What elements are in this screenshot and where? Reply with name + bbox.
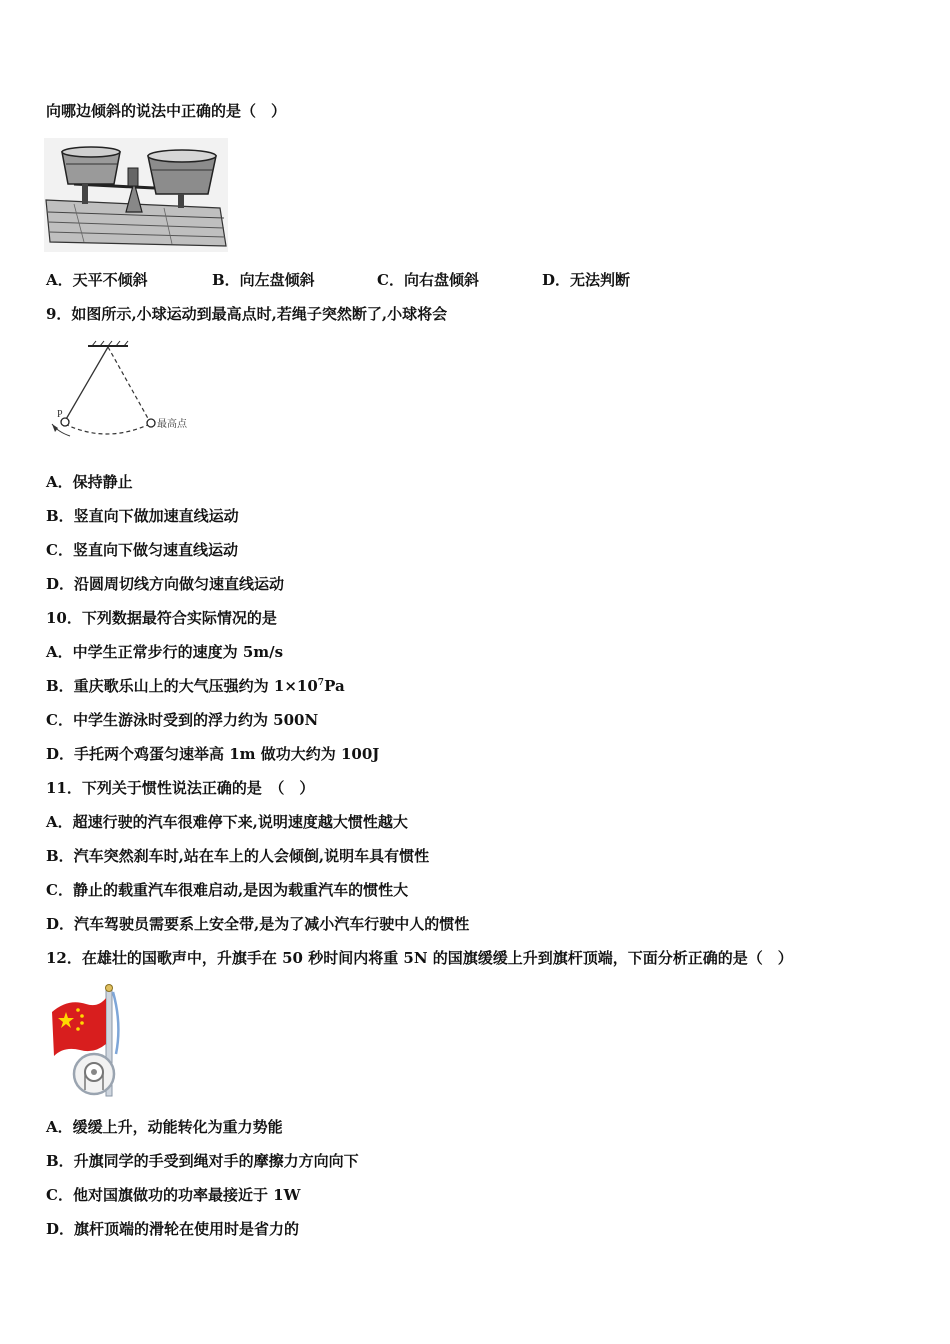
q8-option-c[interactable]: C．向右盘倾斜 [377, 271, 479, 289]
q10-option-d[interactable]: D．手托两个鸡蛋匀速举高 1m 做功大约为 100J [46, 745, 380, 763]
q8-option-d[interactable]: D．无法判断 [542, 271, 631, 289]
q10-option-b[interactable] [46, 676, 345, 696]
q8-option-a[interactable]: A．天平不倾斜 [46, 271, 148, 289]
q8-stem-tail: 向哪边倾斜的说法中正确的是（ ） [46, 102, 287, 120]
q9-stem: 9．如图所示,小球运动到最高点时,若绳子突然断了,小球将会 [46, 305, 448, 323]
q10-stem: 10．下列数据最符合实际情况的是 [46, 609, 277, 627]
q10-option-b-suffix: Pa [324, 677, 345, 695]
q11-option-b[interactable]: B．汽车突然刹车时,站在车上的人会倾倒,说明车具有惯性 [46, 847, 430, 865]
q12-option-a[interactable]: A．缓缓上升，动能转化为重力势能 [46, 1118, 283, 1136]
q10-option-b-exponent: 7 [317, 678, 325, 688]
q12-option-d[interactable]: D．旗杆顶端的滑轮在使用时是省力的 [46, 1220, 300, 1238]
q12-stem: 12．在雄壮的国歌声中，升旗手在 50 秒时间内将重 5N 的国旗缓缓上升到旗杆顶端，下面分析正确的是（ ） [46, 949, 793, 967]
q9-option-b[interactable]: B．竖直向下做加速直线运动 [46, 507, 239, 525]
q10-option-b-prefix: B．重庆歌乐山上的大气压强约为 1×10 [46, 677, 318, 695]
pendulum-p-label: P [57, 409, 63, 420]
pendulum-icon [44, 340, 204, 444]
flag-pulley-icon [46, 984, 126, 1098]
q11-option-d[interactable]: D．汽车驾驶员需要系上安全带,是为了减小汽车行驶中人的惯性 [46, 915, 470, 933]
q11-option-a[interactable]: A．超速行驶的汽车很难停下来,说明速度越大惯性越大 [46, 813, 408, 831]
q11-stem: 11．下列关于惯性说法正确的是 （ ） [46, 779, 315, 797]
q9-option-c[interactable]: C．竖直向下做匀速直线运动 [46, 541, 238, 559]
q12-option-c[interactable]: C．他对国旗做功的功率最接近于 1W [46, 1186, 301, 1204]
q11-option-c[interactable]: C．静止的载重汽车很难启动,是因为载重汽车的惯性大 [46, 881, 409, 899]
q10-option-a[interactable]: A．中学生正常步行的速度为 5m/s [46, 643, 284, 661]
q9-option-a[interactable]: A．保持静止 [46, 473, 133, 491]
balance-with-buckets-icon [44, 138, 228, 252]
q8-option-b[interactable]: B．向左盘倾斜 [212, 271, 315, 289]
q10-option-c[interactable]: C．中学生游泳时受到的浮力约为 500N [46, 711, 319, 729]
q9-option-d[interactable]: D．沿圆周切线方向做匀速直线运动 [46, 575, 285, 593]
q12-option-b[interactable]: B．升旗同学的手受到绳对手的摩擦力方向向下 [46, 1152, 359, 1170]
pendulum-highest-label: 最高点 [157, 419, 187, 430]
